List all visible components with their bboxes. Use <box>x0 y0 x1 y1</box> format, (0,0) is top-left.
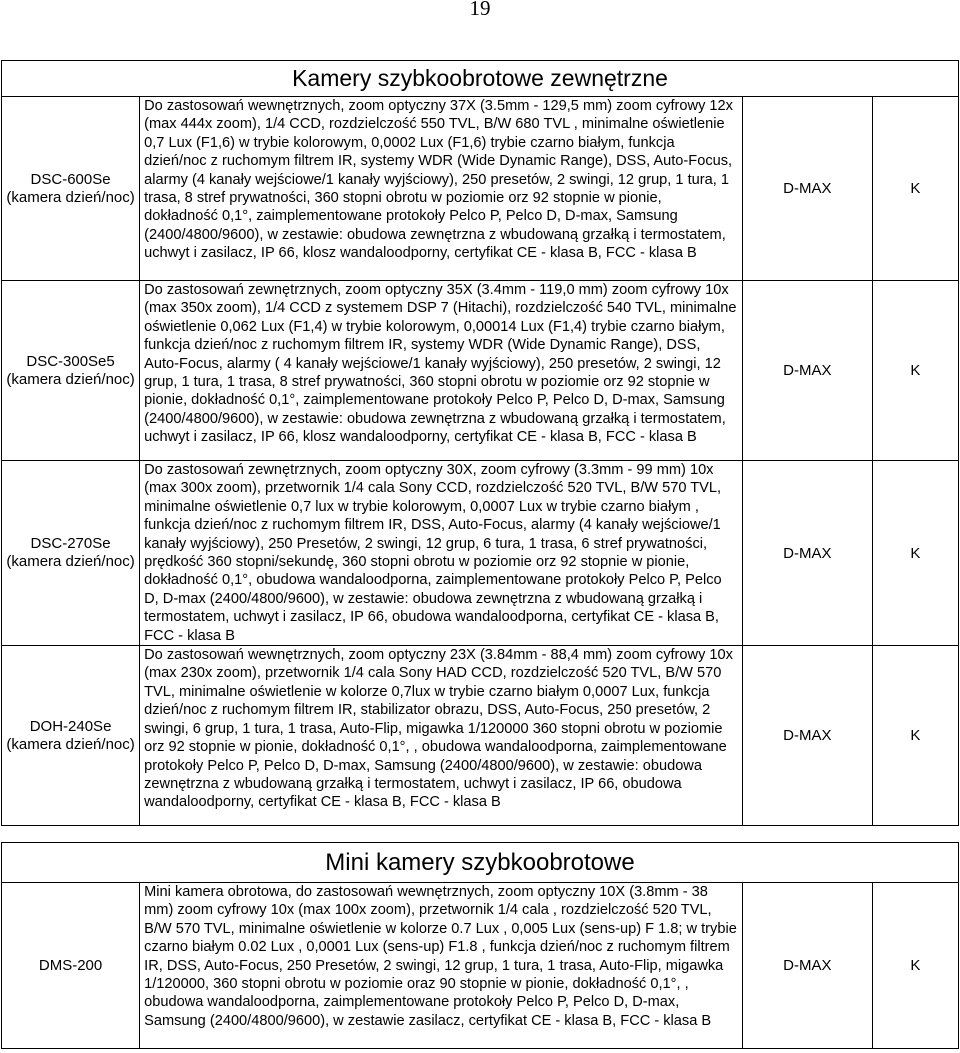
description-cell: Do zastosowań zewnętrznych, zoom optyczny 35X (3.4mm - 119,0 mm) zoom cyfrowy 10x (max 350x zoom), 1/4 CCD z systemem DSP 7 (Hitachi), rozdzielczość 540 TVL, minimalne oświetlenie 0,062 Lux (F1,4) w trybie kolorowym, 0,00014 Lux (F1,4) trybie czarno białym, funkcja dzień/noc z ruchomym filtrem IR, systemy WDR (Wide Dynamic Range), DSS, Auto-Focus, alarmy ( 4 kanały wejściowe/1 kanały wyjściowy), 250 presetów, 2 swingi, 12 grup, 1 tura, 1 trasa, 8 stref prywatności, 360 stopni obrotu w poziomie orz 92 stopnie w pionie, dokładność 0,1°, zaimplementowane protokoły Pelco P, Pelco D, D-max, Samsung (2400/4800/9600), w zestawie: obudowa zewnętrzna z wbudowaną grzałką i termostatem, uchwyt i zasilacz, IP 66, klosz wandaloodporny, certyfikat CE - klasa B, FCC - klasa B <box>140 281 743 461</box>
model-name: DSC-600Se <box>30 170 111 188</box>
mini-speed-dome-table <box>1 842 959 1049</box>
outdoor-speed-dome-table <box>1 60 959 826</box>
model-mode: (kamera dzień/noc) <box>6 735 135 753</box>
description-cell: Do zastosowań wewnętrznych, zoom optyczny 23X (3.84mm - 88,4 mm) zoom cyfrowy 10x (max 230x zoom), przetwornik 1/4 cala Sony HAD CCD, rozdzielczość 520 TVL, B/W 570 TVL, minimalne oświetlenie w kolorze 0,7lux w trybie czarno białym 0,0007 Lux, funkcja dzień/noc z ruchomym filtrem IR, stabilizator obrazu, DSS, Auto-Focus, 250 presetów, 2 swingi, 6 grup, 1 tura, 1 trasa, Auto-Flip, migawka 1/120000 360 stopni obrotu w poziomie orz 92 stopnie w pionie, dokładność 0,1°, , obudowa wandaloodporna, zaimplementowane protokoły Pelco P, Pelco D, D-max, Samsung (2400/4800/9600), w zestawie: obudowa zewnętrzna z wbudowaną grzałką i termostatem, uchwyt i zasilacz, IP 66, obudowa wandaloodporny, certyfikat CE - klasa B, FCC - klasa B <box>140 646 743 826</box>
model-name: DOH-240Se <box>29 717 112 735</box>
k-cell: K <box>872 646 958 826</box>
brand-cell: D-MAX <box>742 461 872 646</box>
model-cell <box>2 646 140 826</box>
description-cell: Do zastosowań zewnętrznych, zoom optyczny 30X, zoom cyfrowy (3.3mm - 99 mm) 10x (max 300x zoom), przetwornik 1/4 cala Sony CCD, rozdzielczość 520 TVL, B/W 570 TVL, minimalne oświetlenie 0,7 lux w trybie kolorowym, 0,0007 Lux w trybie czarno białym , funkcja dzień/noc z ruchomym filtrem IR, DSS, Auto-Focus, alarmy (4 kanały wejściowe/1 kanały wyjściowy), 250 Presetów, 2 swingi, 12 grup, 6 tura, 1 trasa, 6 stref prywatności, prędkość 360 stopni/sekundę, 360 stopni obrotu w poziomie orz 92 stopnie w pionie, dokładność 0,1°, obudowa wandaloodporna, zaimplementowane protokoły Pelco P, Pelco D, D-max (2400/4800/9600), w zestawie: obudowa zewnętrzna z wbudowaną grzałką i termostatem, uchwyt i zasilacz, IP 66, obudowa wandaloodporna, certyfikat CE - klasa B, FCC - klasa B <box>140 461 743 646</box>
brand-cell: D-MAX <box>742 281 872 461</box>
model-mode: (kamera dzień/noc) <box>6 188 135 206</box>
k-cell: K <box>872 281 958 461</box>
model-name: DMS-200 <box>38 956 103 974</box>
page-number: 19 <box>469 0 491 20</box>
description-cell: Do zastosowań wewnętrznych, zoom optyczny 37X (3.5mm - 129,5 mm) zoom cyfrowy 12x (max 444x zoom), 1/4 CCD, rozdzielczość 550 TVL, B/W 680 TVL , minimalne oświetlenie 0,7 Lux (F1,6) w trybie kolorowym, 0,0002 Lux (F1,6) trybie czarno białym, funkcja dzień/noc z ruchomym filtrem IR, systemy WDR (Wide Dynamic Range), DSS, Auto-Focus, alarmy (4 kanały wejściowe/1 kanały wyjściowy), 250 presetów, 2 swingi, 12 grup, 1 tura, 1 trasa, 8 stref prywatności, 360 stopni obrotu w poziomie orz 92 stopnie w pionie, dokładność 0,1°, zaimplementowane protokoły Pelco P, Pelco D, D-max, Samsung (2400/4800/9600), w zestawie: obudowa zewnętrzna z wbudowaną grzałką i termostatem, uchwyt i zasilacz, IP 66, klosz wandaloodporny, certyfikat CE - klasa B, FCC - klasa B <box>140 97 743 281</box>
k-cell: K <box>872 883 958 1049</box>
table-row <box>2 281 959 461</box>
table-row <box>2 97 959 281</box>
description-cell: Mini kamera obrotowa, do zastosowań wewnętrznych, zoom optyczny 10X (3.8mm - 38 mm) zoom cyfrowy 10x (max 100x zoom), przetwornik 1/4 cala , rozdzielczość 520 TVL, B/W 570 TVL, minimalne oświetlenie w kolorze 0.7 Lux , 0,005 Lux (sens-up) F 1.8; w trybie czarno białym 0.02 Lux , 0,0001 Lux (sens-up) F1.8 , funkcja dzień/noc z ruchomym filtrem IR, DSS, Auto-Focus, 250 Presetów, 2 swingi, 12 grup, 1 tura, 1 trasa, Auto-Flip, migawka 1/120000, 360 stopni obrotu w poziomie oraz 90 stopnie w pionie, dokładność 0,1°, , obudowa wandaloodporna, zaimplementowane protokoły Pelco P, Pelco D, D-max, Samsung (2400/4800/9600), w zestawie zasilacz, certyfikat CE - klasa B, FCC - klasa B <box>140 883 743 1049</box>
k-cell: K <box>872 461 958 646</box>
model-cell <box>2 883 140 1049</box>
table-row <box>2 646 959 826</box>
table-row <box>2 461 959 646</box>
section-title: Mini kamery szybkoobrotowe <box>2 843 959 883</box>
model-cell <box>2 97 140 281</box>
brand-cell: D-MAX <box>742 646 872 826</box>
model-mode: (kamera dzień/noc) <box>6 370 135 388</box>
brand-cell: D-MAX <box>742 97 872 281</box>
model-cell <box>2 461 140 646</box>
model-name: DSC-300Se5 <box>26 352 115 370</box>
k-cell: K <box>872 97 958 281</box>
table-row <box>2 883 959 1049</box>
model-cell <box>2 281 140 461</box>
model-mode: (kamera dzień/noc) <box>6 553 135 571</box>
brand-cell: D-MAX <box>742 883 872 1049</box>
section-title: Kamery szybkoobrotowe zewnętrzne <box>2 61 959 97</box>
model-name: DSC-270Se <box>30 535 111 553</box>
